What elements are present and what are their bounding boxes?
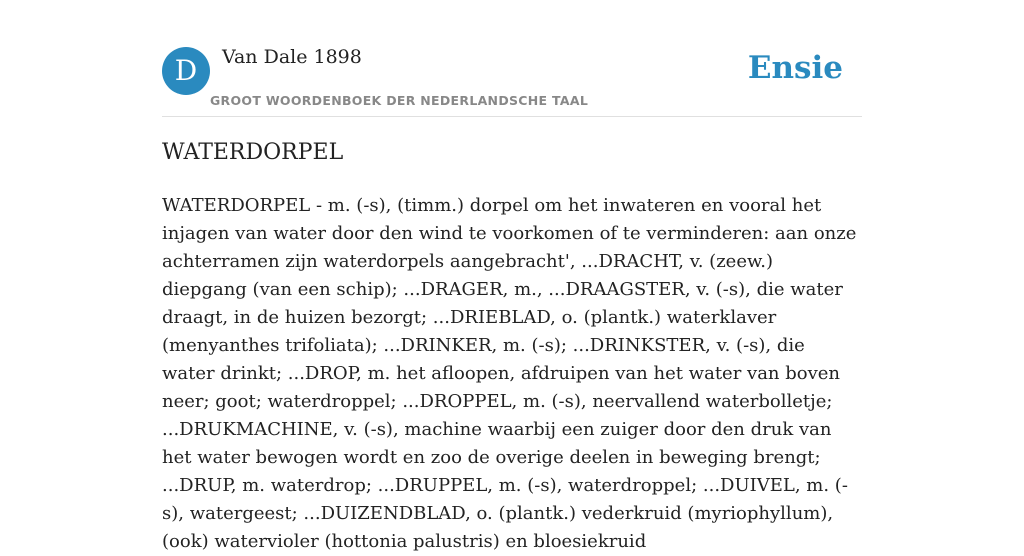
dictionary-subtitle: GROOT WOORDENBOEK DER NEDERLANDSCHE TAAL [210, 93, 589, 108]
site-header [162, 40, 862, 117]
dictionary-title[interactable]: Van Dale 1898 [222, 46, 362, 68]
ensie-logo-link[interactable]: Ensie [747, 50, 843, 86]
dictionary-avatar[interactable]: D [162, 47, 210, 95]
entry-definition: WATERDORPEL - m. (-s), (timm.) dorpel om het inwateren en vooral het injagen van water door den wind te voorkomen of te verminderen: aan onze achterramen zijn waterdorpels aangebracht', ...DRACHT, v. (zeew.) diepgang (van een schip); ...DRAGER, m., ...DRAAGSTER, v. (-s), die water draagt, in de huizen bezorgt; ...DRIEBLAD, o. (plantk.) waterklaver (menyanthes trifoliata); ...DRINKER, m. (-s); ...DRINKSTER, v. (-s), die water drinkt; ...DROP, m. het afloopen, afdruipen van het water van boven neer; goot; waterdroppel; ...DROPPEL, m. (-s), neervallend waterbolletje; ...DRUKMACHINE, v. (-s), machine waarbij een zuiger door den druk van het water bewogen wordt en zoo de overige deelen in beweging brengt; ...DRUP, m. waterdrop; ...DRUPPEL, m. (-s), waterdroppel; ...DUIVEL, m. (-s), watergeest; ...DUIZENDBLAD, o. (plantk.) vederkruid (myriophyllum), (ook) watervioler (hottonia palustris) en bloesiekruid [162, 195, 857, 552]
entry-title: WATERDORPEL [162, 140, 344, 165]
